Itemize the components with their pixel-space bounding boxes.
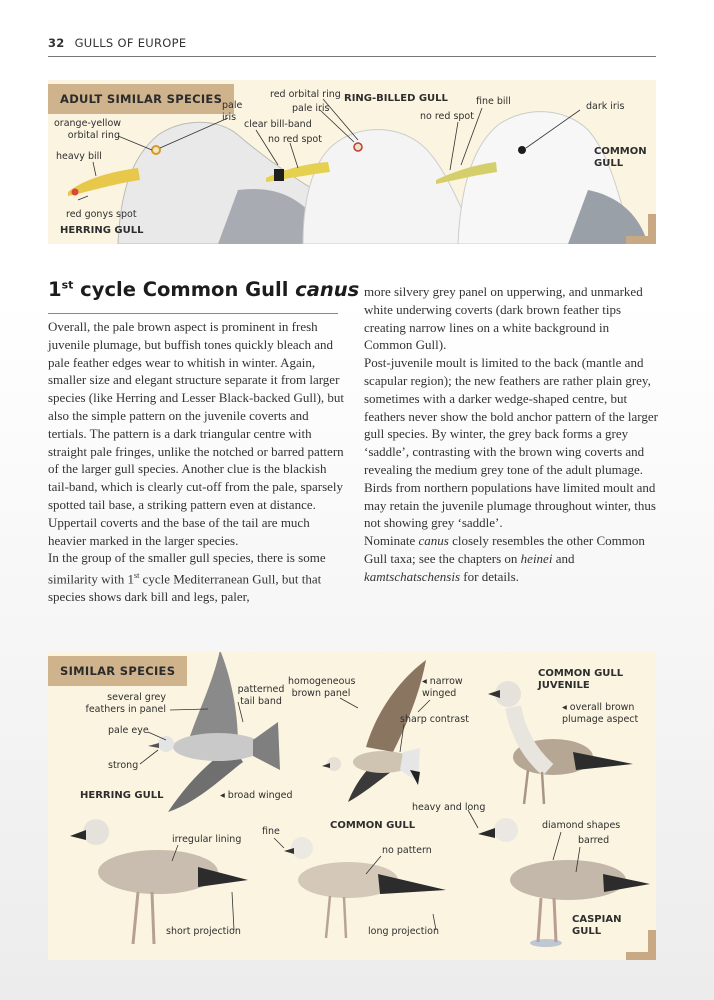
no-pattern-label: no pattern [382,845,432,856]
adult-similar-species-tag: ADULT SIMILAR SPECIES [48,84,234,114]
clear-bill-band-label: clear bill-band [244,119,312,130]
patterned-tail-band-label: patterned tail band [237,684,285,707]
running-header [48,36,656,57]
paragraph: Overall, the pale brown aspect is prominent in fresh juvenile plumage, but buffish tones quickly bleach and pale feather edges wear to whitish in winter. Again, smaller size and elegant structure separate it from larger species (like Herring and Lesser Black-backed Gull), but also the simple pattern on the juvenile coverts and tertials. The pattern is a dark triangular centre with straight pale fringes, unlike the notched or barred pattern of the larger gull species. Another clue is the blackish tail-band, which is clearly cut-off from the pale, sparsely spotted tail base, a striking pattern even at distance. Uppertail coverts and the base of the tail are much heavier marked in the larger species. [48,319,345,548]
paragraph: Post-juvenile moult is limited to the back (mantle and scapular region); the new feathers are rather plain grey, sometimes with a darker wedge-shaped centre, but feathers never show the bold anchor pattern of the larger gull species. By winter, the grey back forms a grey ‘saddle’, contrasting with the brown wing coverts and revealing the medium grey tone of the adult plumage. Birds from northern populations have limited moult and may retain the juvenile plumage throughout winter, thus not showing grey ‘saddle’. [364,355,658,531]
common-gull-juvenile-label: COMMON GULL JUVENILE [538,668,624,691]
diamond-shapes-label: diamond shapes [542,820,621,831]
strong-label: strong [108,760,139,771]
short-projection-label: short projection [166,926,241,937]
no-red-spot-common-label: no red spot [420,111,474,122]
corner-ornament [626,930,656,960]
running-title: GULLS OF EUROPE [74,36,187,50]
paragraph: more silvery grey panel on upperwing, and unmarked white underwing coverts (dark brown feather tips creating narrow lines on a white background in Common Gull). [364,284,643,353]
sharp-contrast-label: sharp contrast [400,714,469,725]
heavy-bill-label: heavy bill [56,151,102,162]
herring-gull-label: HERRING GULL [80,790,164,801]
common-gull-label: COMMON GULL [594,146,647,169]
paragraph: In the group of the smaller gull species, there is some similarity with 1st cycle Mediterranean Gull, but that species shows dark bill and legs, paler, [48,550,326,605]
similar-species-tag: SIMILAR SPECIES [48,656,187,686]
irregular-lining-label: irregular lining [172,834,242,845]
text-column-right [364,283,660,586]
several-grey-feathers-label: several grey feathers in panel [85,692,166,715]
corner-ornament [626,214,656,244]
herring-gull-label: HERRING GULL [60,225,144,236]
long-projection-label: long projection [368,926,439,937]
title-rule [48,313,338,314]
pale-eye-label: pale eye [108,725,149,736]
paragraph: Nominate canus closely resembles the other Common Gull taxa; see the chapters on heinei and kamtschatschensis for details. [364,533,645,584]
text-column-left [48,318,344,606]
homogeneous-brown-panel-label: homogeneous brown panel [288,676,356,699]
no-red-spot-ring-billed-label: no red spot [268,134,322,145]
ring-billed-gull-label: RING-BILLED GULL [344,93,448,104]
heavy-and-long-label: heavy and long [412,802,486,813]
adult-similar-species-panel [48,80,656,244]
fine-label: fine [262,826,280,837]
pale-iris-label: pale iris [222,100,243,123]
overall-brown-plumage-label: ◂ overall brown plumage aspect [562,702,639,725]
red-orbital-ring-label: red orbital ring [270,89,341,100]
pale-iris-ring-billed-label: pale iris [292,103,330,114]
barred-label: barred [578,835,610,846]
broad-winged-label: ◂ broad winged [220,790,293,801]
dark-iris-label: dark iris [586,101,625,112]
similar-species-panel [48,652,656,960]
section-title: 1st cycle Common Gull canus [48,278,360,301]
common-gull-label: COMMON GULL [330,820,416,831]
caspian-gull-label: CASPIAN GULL [572,914,622,937]
page-number: 32 [48,36,65,50]
fine-bill-label: fine bill [476,96,511,107]
orange-yellow-orbital-ring-label: orange-yellow orbital ring [54,118,122,141]
narrow-winged-label: ◂ narrow winged [422,676,463,699]
red-gonys-spot-label: red gonys spot [66,209,137,220]
